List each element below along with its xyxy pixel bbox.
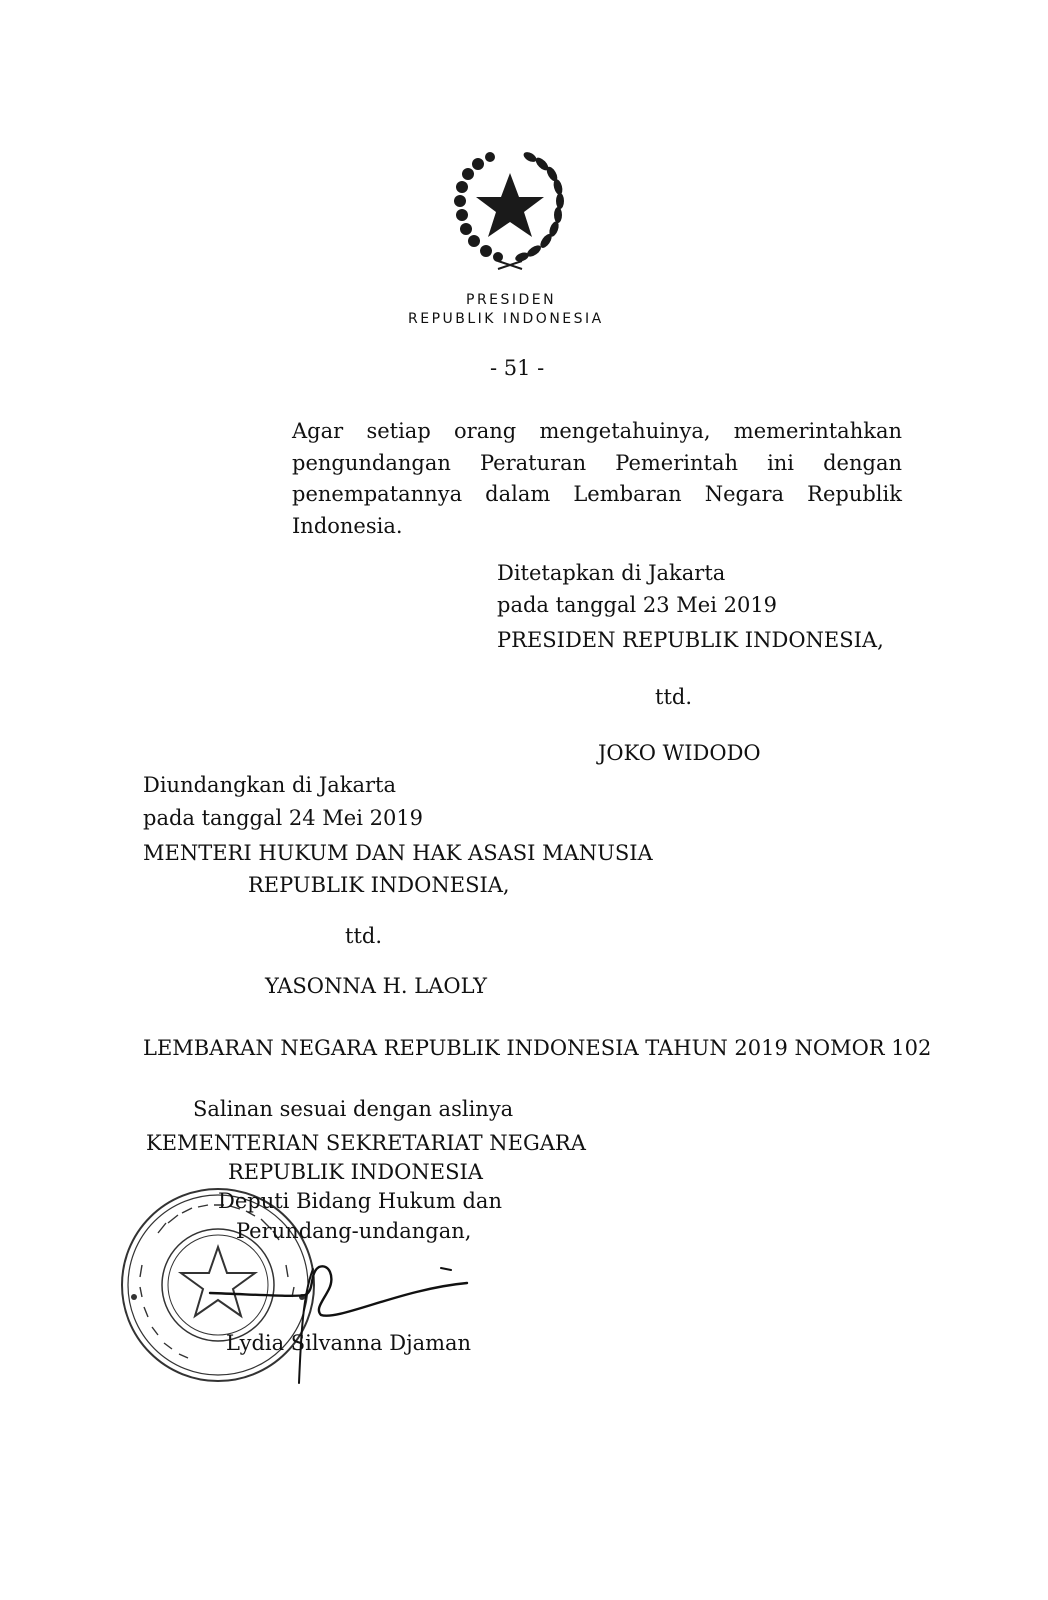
certification-line-4: Deputi Bidang Hukum dan bbox=[218, 1189, 502, 1213]
word: Agar bbox=[292, 419, 344, 443]
promulgation-name: YASONNA H. LAOLY bbox=[265, 974, 488, 998]
word: ini bbox=[767, 451, 795, 475]
paragraph-line-4: Indonesia. bbox=[292, 514, 403, 538]
word: Pemerintah bbox=[615, 451, 738, 475]
header-presiden: PRESIDEN bbox=[466, 292, 557, 308]
presidential-seal-icon bbox=[440, 145, 580, 270]
page-number: - 51 - bbox=[490, 356, 545, 380]
certification-line-1: Salinan sesuai dengan aslinya bbox=[193, 1097, 514, 1121]
word: Republik bbox=[807, 482, 902, 506]
enactment-date: pada tanggal 23 Mei 2019 bbox=[497, 593, 778, 617]
paragraph-line-3 bbox=[292, 482, 902, 506]
handwritten-signature-icon bbox=[205, 1255, 485, 1385]
word: memerintahkan bbox=[733, 419, 902, 443]
header-republik-indonesia: REPUBLIK INDONESIA bbox=[408, 311, 604, 327]
promulgation-place: Diundangkan di Jakarta bbox=[143, 773, 396, 797]
certification-line-3: REPUBLIK INDONESIA bbox=[228, 1160, 483, 1184]
certification-line-2: KEMENTERIAN SEKRETARIAT NEGARA bbox=[146, 1131, 586, 1155]
paragraph-line-1 bbox=[292, 419, 902, 443]
word: penempatannya bbox=[292, 482, 463, 506]
word: Lembaran bbox=[573, 482, 682, 506]
certification-line-5: Perundang-undangan, bbox=[236, 1219, 472, 1243]
promulgation-title-1: MENTERI HUKUM DAN HAK ASASI MANUSIA bbox=[143, 841, 653, 865]
enactment-signed: ttd. bbox=[655, 685, 692, 709]
word: setiap bbox=[366, 419, 431, 443]
word: dalam bbox=[485, 482, 551, 506]
word: mengetahuinya, bbox=[539, 419, 711, 443]
word: Negara bbox=[704, 482, 785, 506]
word: Peraturan bbox=[479, 451, 587, 475]
promulgation-signed: ttd. bbox=[345, 924, 382, 948]
word: dengan bbox=[823, 451, 902, 475]
promulgation-date: pada tanggal 24 Mei 2019 bbox=[143, 806, 424, 830]
certification-name: Lydia Silvanna Djaman bbox=[226, 1331, 472, 1355]
word: pengundangan bbox=[292, 451, 451, 475]
word: orang bbox=[454, 419, 517, 443]
enactment-name: JOKO WIDODO bbox=[598, 741, 761, 765]
paragraph-line-2 bbox=[292, 451, 902, 475]
gazette-reference: LEMBARAN NEGARA REPUBLIK INDONESIA TAHUN 2019 NOMOR 102 bbox=[143, 1036, 932, 1060]
promulgation-title-2: REPUBLIK INDONESIA, bbox=[248, 873, 510, 897]
enactment-title: PRESIDEN REPUBLIK INDONESIA, bbox=[497, 628, 884, 652]
enactment-place: Ditetapkan di Jakarta bbox=[497, 561, 726, 585]
